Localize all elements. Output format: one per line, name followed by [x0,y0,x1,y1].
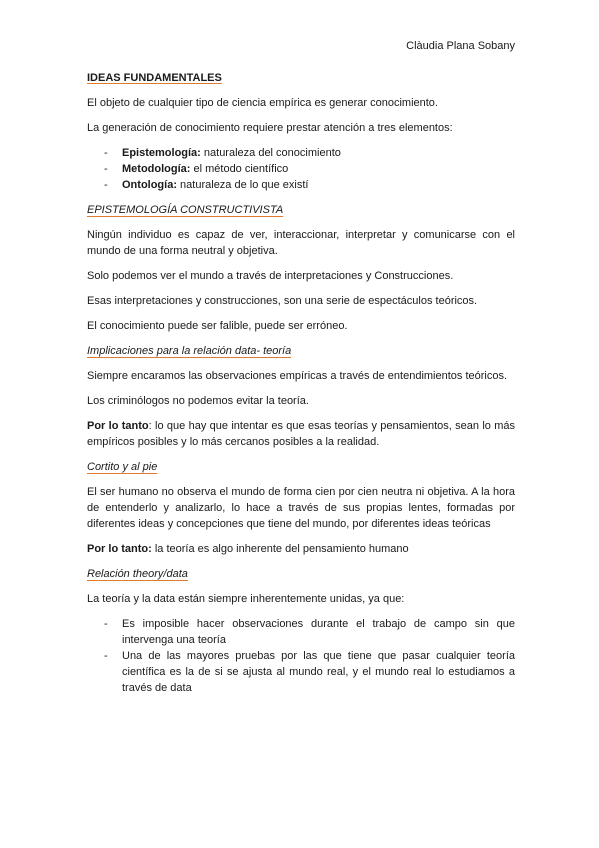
paragraph-text: la teoría es algo inherente del pensamiento humano [151,543,409,555]
paragraph-text: : lo que hay que intentar es que esas teorías y pensamientos, sean lo más empíricos posibles y lo más cercanos posibles a la realidad. [87,420,516,448]
list-item [87,161,515,177]
heading-epistemologia-constructivista: EPISTEMOLOGÍA CONSTRUCTIVISTA [87,204,284,216]
list-item-text: Una de las mayores pruebas por las que tiene que pasar cualquier teoría científica es la de si se ajusta al mundo real, y el mundo real lo estudiamos a través de data [122,650,515,694]
paragraph: El ser humano no observa el mundo de forma cien por cien neutra ni objetiva. A la hora de entenderlo y analizarlo, lo hace a través de sus propias lentes, formadas por diferentes ideas y concepciones que tiene del mundo, por diferentes ideas teóricas [87,486,515,530]
paragraph: Ningún individuo es capaz de ver, interaccionar, interpretar y comunicarse con el mundo de una forma neutral y objetiva. [87,229,515,257]
term-ontologia: Ontología: [122,179,177,191]
list-item [87,177,515,193]
dash-bullet: - [104,163,108,175]
term-metodologia: Metodología: [122,163,191,175]
document-content [87,70,515,705]
paragraph: El objeto de cualquier tipo de ciencia empírica es generar conocimiento. [87,97,438,109]
heading-cortito-y-al-pie: Cortito y al pie [87,461,158,473]
heading-relacion-theory-data: Relación theory/data [87,568,188,580]
dash-bullet: - [104,147,108,159]
paragraph [87,418,515,450]
heading-ideas-fundamentales: IDEAS FUNDAMENTALES [87,72,222,84]
relation-list [87,616,515,696]
term-description: naturaleza del conocimiento [200,147,341,159]
bold-lead: Por lo tanto: [87,543,152,555]
bold-lead: Por lo tanto [87,420,149,432]
paragraph: La teoría y la data están siempre inherentemente unidas, ya que: [87,593,405,605]
paragraph: La generación de conocimiento requiere prestar atención a tres elementos: [87,122,453,134]
list-item [87,145,515,161]
list-item [87,616,515,648]
paragraph: Solo podemos ver el mundo a través de interpretaciones y Construcciones. [87,270,454,282]
paragraph [87,541,515,557]
paragraph: El conocimiento puede ser falible, puede ser erróneo. [87,320,348,332]
author-name: Clàudia Plana Sobany [406,40,515,52]
term-description: el método científico [190,163,289,175]
paragraph: Los criminólogos no podemos evitar la teoría. [87,395,309,407]
dash-bullet: - [104,179,108,191]
paragraph: Siempre encaramos las observaciones empíricas a través de entendimientos teóricos. [87,370,508,382]
document-page [87,0,515,848]
list-item [87,648,515,696]
term-description: naturaleza de lo que existí [177,179,309,191]
elements-list [87,145,515,193]
term-epistemologia: Epistemología: [122,147,201,159]
list-item-text: Es imposible hacer observaciones durante el trabajo de campo sin que intervenga una teoría [122,618,515,646]
heading-implicaciones: Implicaciones para la relación data- teoría [87,345,292,357]
dash-bullet: - [104,618,108,630]
paragraph: Esas interpretaciones y construcciones, son una serie de espectáculos teóricos. [87,295,478,307]
dash-bullet: - [104,650,108,662]
